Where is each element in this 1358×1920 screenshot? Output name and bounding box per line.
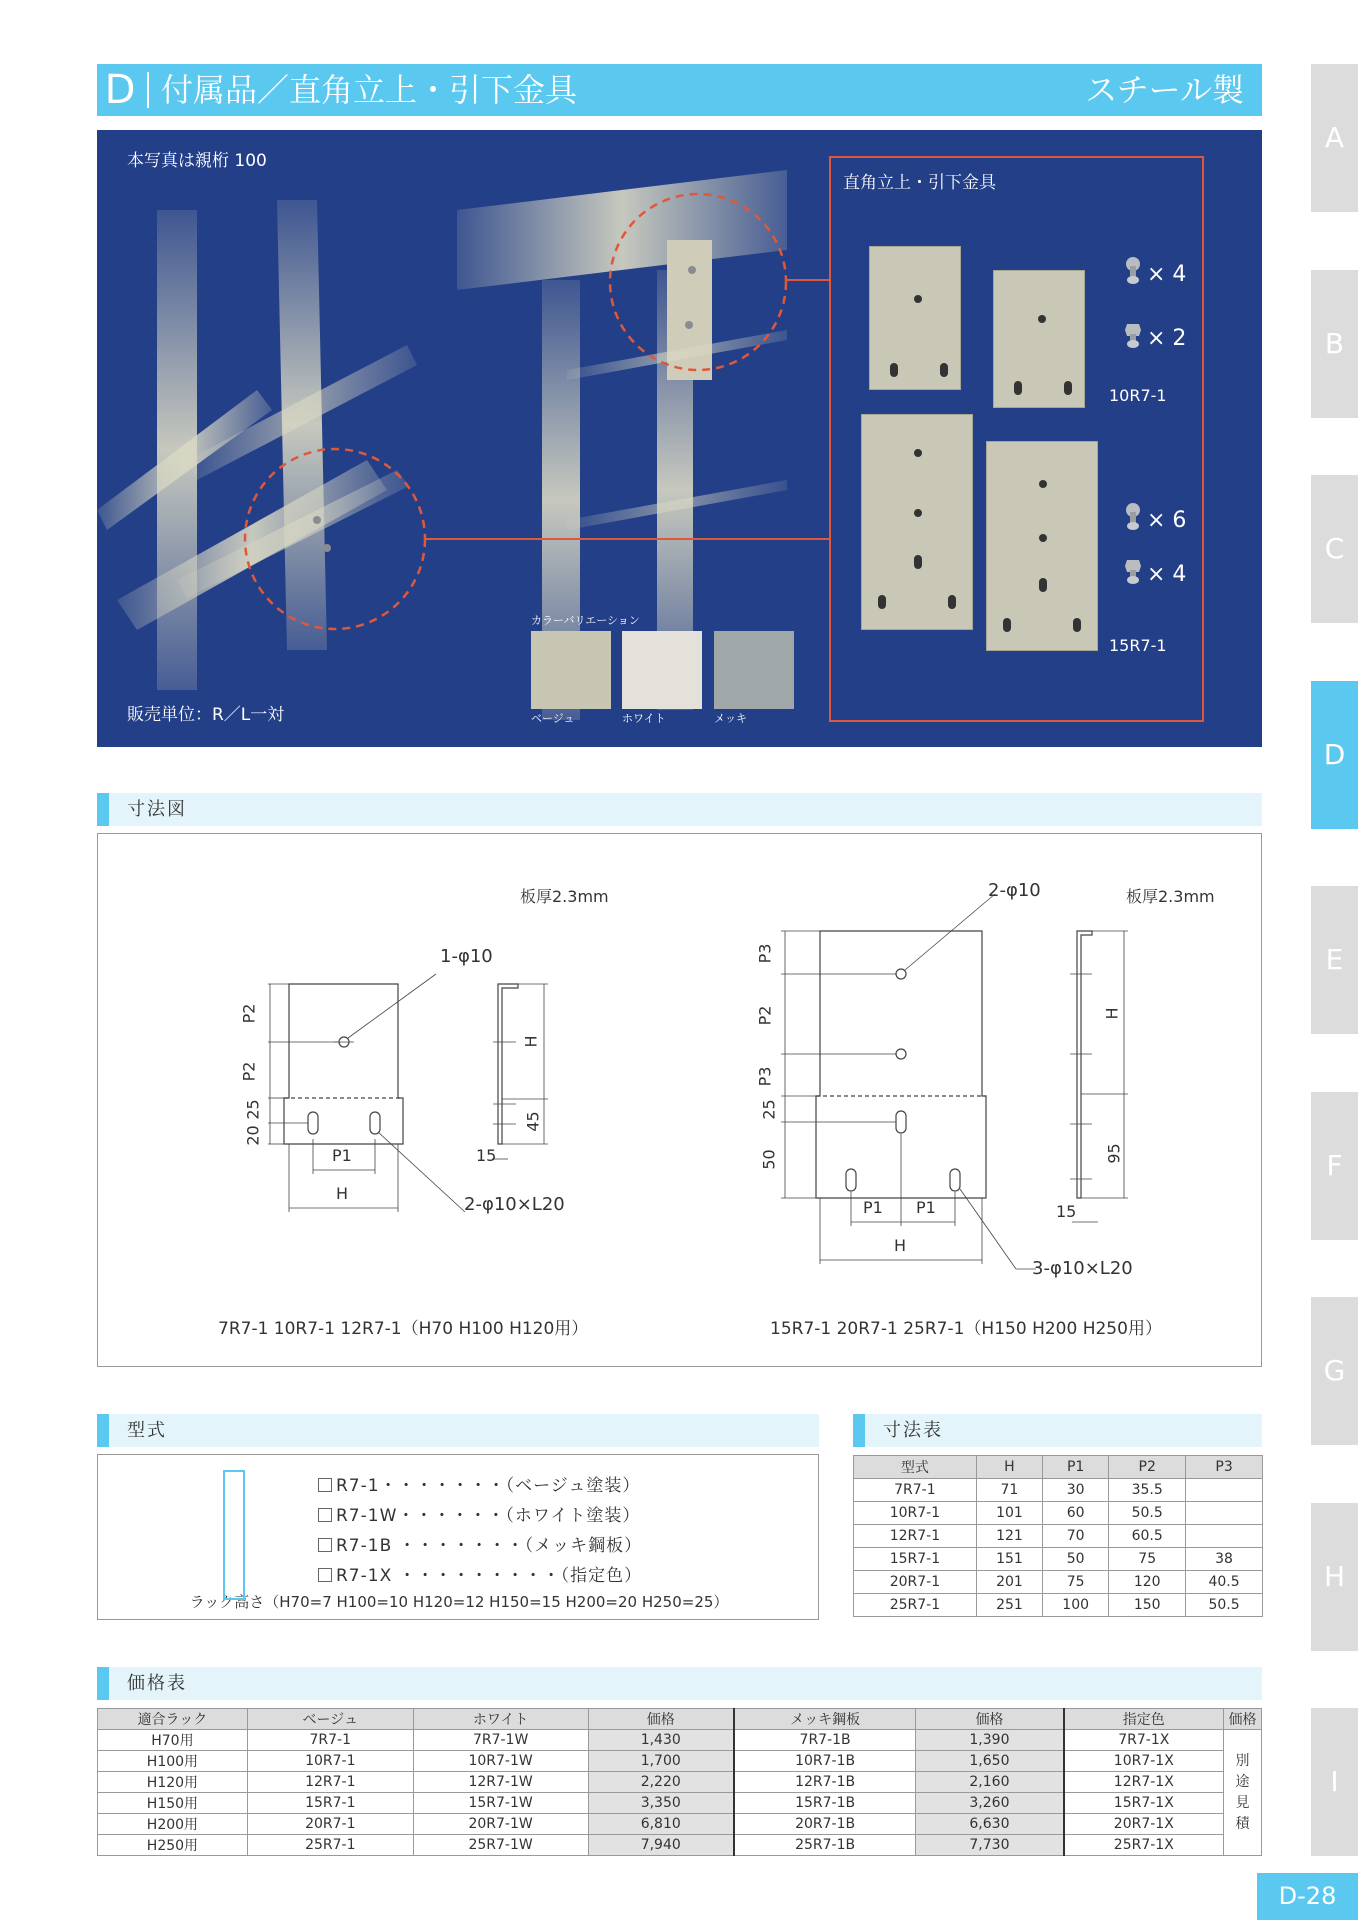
left-side-45: 45 (523, 1111, 543, 1132)
right-side-h: H (1102, 1007, 1122, 1020)
table-row: H70用 7R7-1 7R7-1W 1,430 7R7-1B 1,390 7R7-1X 別途見積 (98, 1730, 1262, 1751)
tab-c[interactable]: C (1311, 475, 1358, 623)
table-row: 12R7-1 121 70 60.5 (854, 1525, 1263, 1548)
bolt-nut-icon-2 (1125, 556, 1141, 586)
material-label: スチール製 (1085, 71, 1244, 109)
right-dim-p2: P2 (755, 1005, 775, 1026)
right-dim-h: H (894, 1236, 907, 1255)
section-header-price: 価格表 (97, 1667, 1262, 1700)
color-variation-title: カラーバリエーション (531, 614, 640, 627)
set1-nut-count: × 2 (1147, 326, 1187, 351)
bolt-icon-2 (1125, 502, 1141, 532)
right-dim-25: 25 (759, 1099, 779, 1120)
model-line-white: R7-1W・・・・・・（ホワイト塗装） (318, 1501, 640, 1526)
checkbox-icon (318, 1508, 332, 1522)
special-price-note (1223, 1730, 1261, 1856)
left-side-h: H (521, 1035, 541, 1048)
left-dim-h: H (336, 1184, 349, 1203)
tab-b[interactable]: B (1311, 270, 1358, 418)
swatch-white (622, 631, 702, 709)
table-row: 10R7-1 101 60 50.5 (854, 1502, 1263, 1525)
small-bracket-plate-2 (993, 270, 1085, 408)
tab-g[interactable]: G (1311, 1297, 1358, 1445)
checkbox-icon (318, 1568, 332, 1582)
table-row: H100用 10R7-1 10R7-1W 1,700 10R7-1B 1,650 10R7-1X (98, 1751, 1262, 1772)
right-side-95: 95 (1104, 1143, 1124, 1164)
table-row: 25R7-1 251 100 150 50.5 (854, 1594, 1263, 1617)
left-slot-label: 2-φ10×L20 (464, 1194, 565, 1215)
swatch-beige-label: ベージュ (531, 712, 575, 725)
set1-bolt-count: × 4 (1147, 262, 1187, 287)
price-table (97, 1708, 1262, 1856)
right-caption: 15R7-1 20R7-1 25R7-1（H150 H200 H250用） (770, 1319, 1162, 1339)
section-header-dimtable: 寸法表 (853, 1414, 1262, 1447)
bracket-detail-box (829, 156, 1204, 722)
small-bracket-plate-1 (869, 246, 961, 390)
right-dim-p1b: P1 (916, 1198, 936, 1217)
section-letter: D (104, 67, 136, 113)
bolt-icon (1125, 256, 1141, 286)
tab-i[interactable]: I (1311, 1708, 1358, 1856)
swatch-plated-label: メッキ (714, 712, 747, 725)
table-row: 15R7-1 151 50 75 38 (854, 1548, 1263, 1571)
bolt-nut-icon (1125, 320, 1141, 350)
model-line-plated: R7-1B ・・・・・・・（メッキ鋼板） (318, 1531, 642, 1556)
model-line-beige: R7-1・・・・・・・（ベージュ塗装） (318, 1471, 640, 1496)
dimension-drawing (97, 833, 1262, 1367)
right-hole-label: 2-φ10 (988, 880, 1041, 901)
large-bracket-plate-2 (986, 441, 1098, 651)
dimension-drawing-lines (98, 834, 1263, 1368)
large-bracket-plate-1 (861, 414, 973, 630)
left-side-15: 15 (476, 1146, 497, 1165)
table-header-row: 型式 H P1 P2 P3 (854, 1456, 1263, 1479)
swatch-plated (714, 631, 794, 709)
section-header-model: 型式 (97, 1414, 819, 1447)
left-dim-p1: P1 (332, 1146, 352, 1165)
title-bar (97, 64, 1262, 116)
model-line-custom: R7-1X ・・・・・・・・・（指定色） (318, 1561, 642, 1586)
right-dim-50: 50 (759, 1149, 779, 1170)
right-dim-p3b: P3 (755, 1066, 775, 1087)
left-dim-p2a: P2 (239, 1003, 259, 1024)
tab-f[interactable]: F (1311, 1092, 1358, 1240)
dimension-table (853, 1455, 1263, 1617)
checkbox-icon (318, 1478, 332, 1492)
tab-h[interactable]: H (1311, 1503, 1358, 1651)
special-price-text: 別途見積 (1235, 1752, 1250, 1832)
product-photo-panel (97, 130, 1262, 747)
set2-nut-count: × 4 (1147, 562, 1187, 587)
title-divider (147, 72, 149, 108)
rack-height-frame (223, 1470, 245, 1600)
section-header-drawing: 寸法図 (97, 793, 1262, 826)
sales-unit: 販売単位：R／L一対 (127, 705, 285, 725)
right-dim-p3a: P3 (755, 943, 775, 964)
table-row: H150用 15R7-1 15R7-1W 3,350 15R7-1B 3,260 15R7-1X (98, 1793, 1262, 1814)
right-dim-p1a: P1 (863, 1198, 883, 1217)
set1-model: 10R7-1 (1109, 386, 1167, 405)
table-row: H120用 12R7-1 12R7-1W 2,220 12R7-1B 2,160 12R7-1X (98, 1772, 1262, 1793)
right-side-15: 15 (1056, 1202, 1077, 1221)
table-row: 7R7-1 71 30 35.5 (854, 1479, 1263, 1502)
left-hole-label: 1-φ10 (440, 946, 493, 967)
swatch-beige (531, 631, 611, 709)
page-title: 付属品／直角立上・引下金具 (161, 71, 578, 109)
right-slot-label: 3-φ10×L20 (1032, 1258, 1133, 1279)
checkbox-icon (318, 1538, 332, 1552)
table-header-row: 適合ラック ベージュ ホワイト 価格 メッキ鋼板 価格 指定色 価格 (98, 1709, 1262, 1730)
bracket-box-title: 直角立上・引下金具 (843, 173, 996, 193)
left-dim-25: 25 (243, 1099, 263, 1120)
table-row: H250用 25R7-1 25R7-1W 7,940 25R7-1B 7,730 25R7-1X (98, 1835, 1262, 1856)
set2-bolt-count: × 6 (1147, 508, 1187, 533)
model-box (97, 1454, 819, 1620)
swatch-white-label: ホワイト (622, 712, 666, 725)
rack-height-note: ラック高さ（H70=7 H100=10 H120=12 H150=15 H200=20 H250=25） (189, 1593, 729, 1611)
set2-model: 15R7-1 (1109, 636, 1167, 655)
left-dim-p2b: P2 (239, 1061, 259, 1082)
table-row: 20R7-1 201 75 120 40.5 (854, 1571, 1263, 1594)
tab-e[interactable]: E (1311, 886, 1358, 1034)
photo-note: 本写真は親桁 100 (127, 151, 267, 171)
table-row: H200用 20R7-1 20R7-1W 6,810 20R7-1B 6,630 20R7-1X (98, 1814, 1262, 1835)
tab-a[interactable]: A (1311, 64, 1358, 212)
left-caption: 7R7-1 10R7-1 12R7-1（H70 H100 H120用） (218, 1319, 589, 1339)
left-thickness: 板厚2.3mm (520, 887, 609, 906)
right-thickness: 板厚2.3mm (1126, 887, 1215, 906)
page-number: D-28 (1257, 1873, 1358, 1920)
left-dim-20: 20 (243, 1125, 263, 1146)
tab-d[interactable]: D (1311, 681, 1358, 829)
